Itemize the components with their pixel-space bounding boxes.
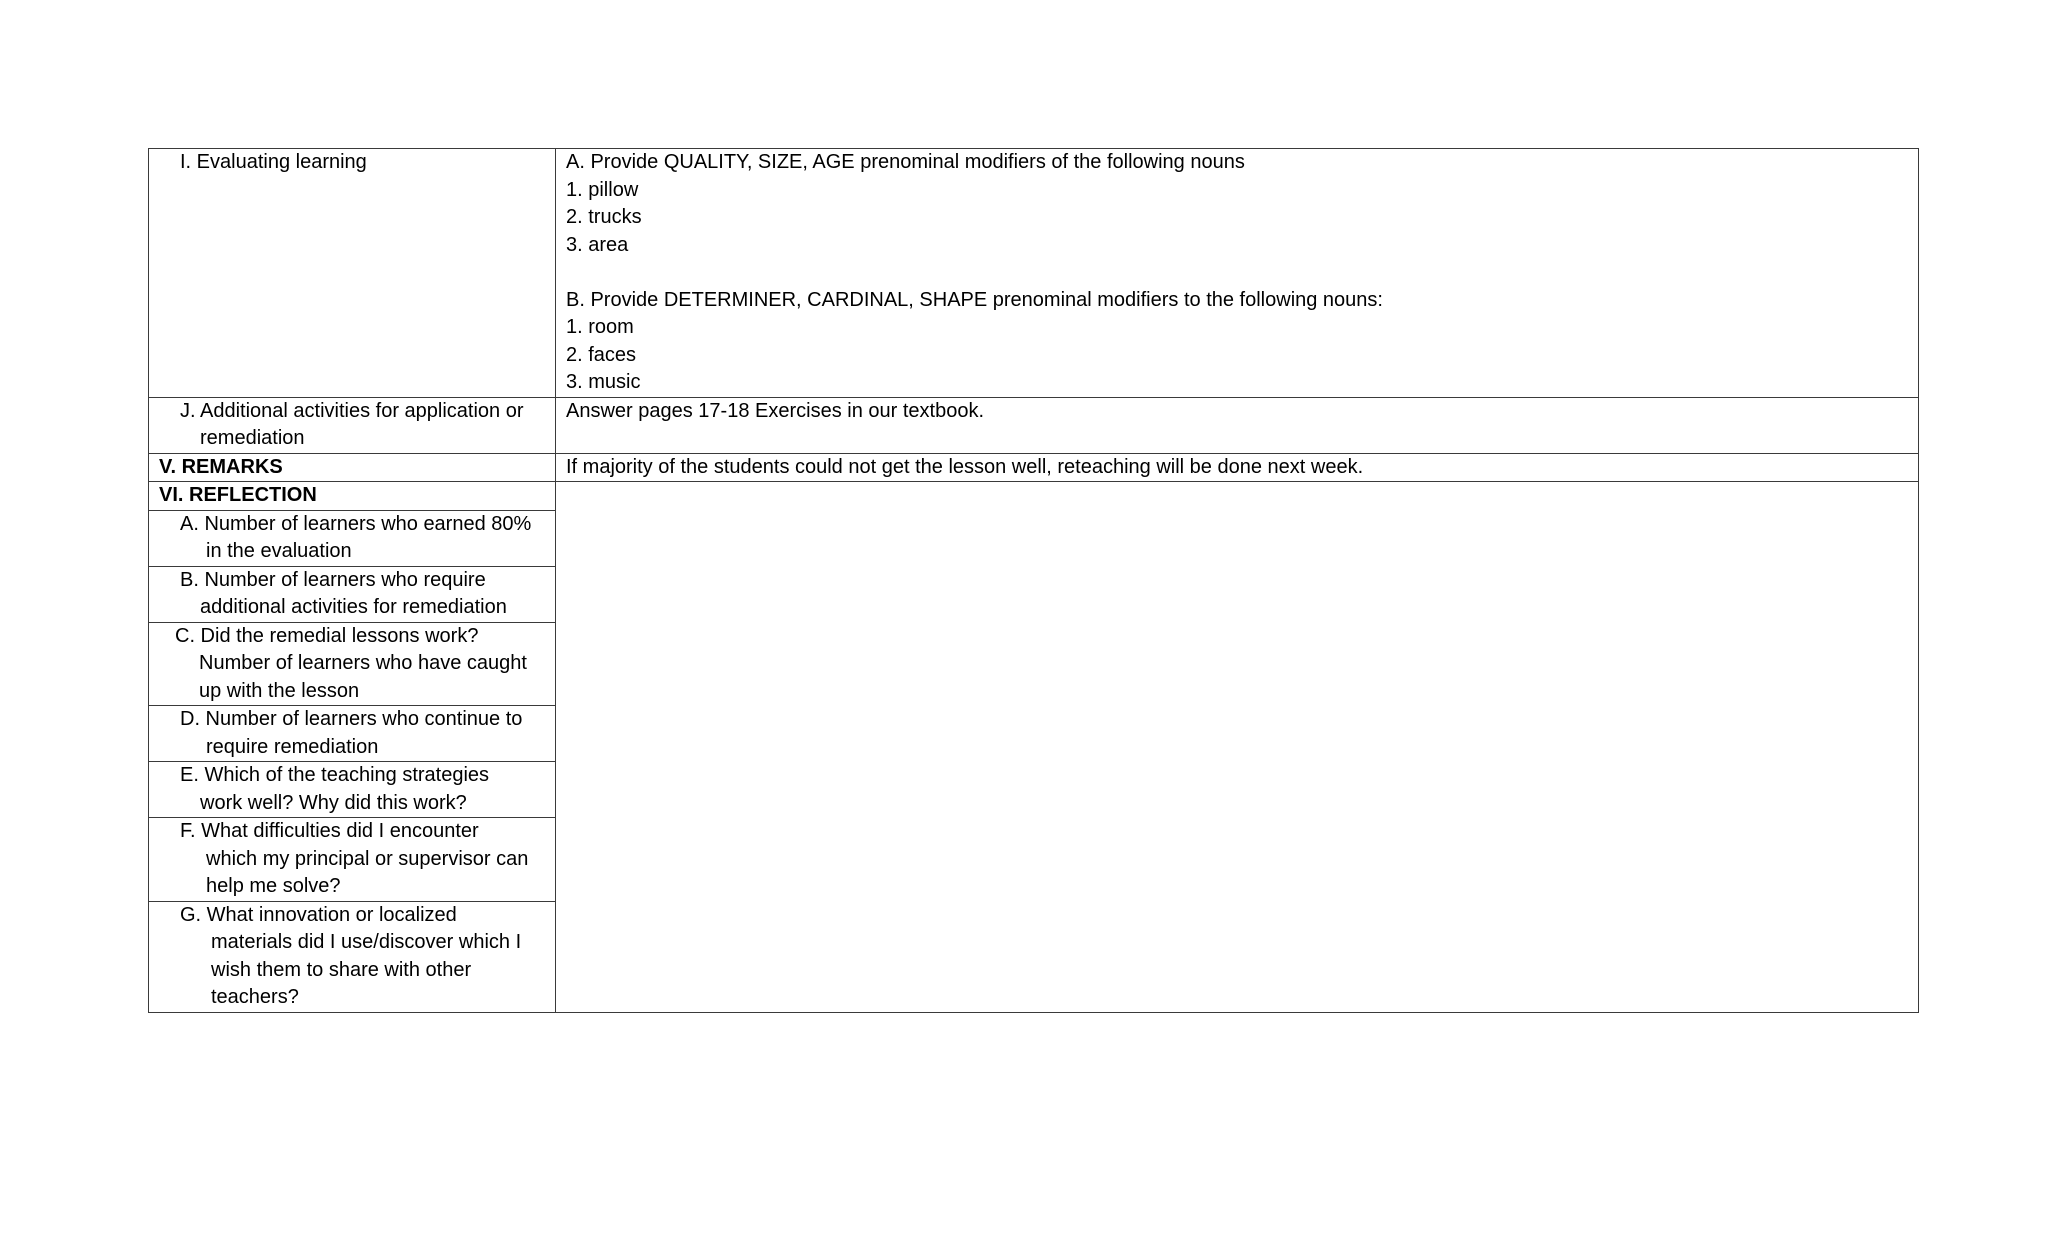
reflection-item-cell — [149, 566, 556, 622]
part-b-item: 3. music — [566, 371, 641, 393]
reflection-item-b — [159, 567, 545, 622]
reflection-item-cell — [149, 901, 556, 1012]
reflection-item-cell — [149, 510, 556, 566]
reflection-item-e-first: E. Which of the teaching strategies — [180, 764, 490, 786]
reflection-item-g-rest: materials did I use/discover which I — [211, 931, 522, 953]
additional-label-cell — [149, 397, 556, 453]
table-row-remarks — [149, 453, 1919, 482]
reflection-item-e-rest: work well? Why did this work? — [200, 791, 467, 814]
reflection-item-cell — [149, 762, 556, 818]
additional-label-line1: J. Additional activities for application or — [180, 399, 524, 422]
reflection-item-b-first: B. Number of learners who require — [180, 568, 486, 591]
additional-content: Answer pages 17-18 Exercises in our textbook. — [566, 399, 984, 422]
blank-line — [566, 259, 1908, 287]
part-a-item: 3. area — [566, 233, 629, 256]
remarks-heading: V. REMARKS — [159, 455, 283, 478]
reflection-item-g-first: G. What innovation or localized — [180, 903, 457, 926]
reflection-item-d-first: D. Number of learners who continue to — [180, 708, 523, 730]
additional-label — [159, 398, 545, 453]
reflection-item-f — [159, 818, 545, 901]
reflection-item-cell — [149, 818, 556, 902]
evaluating-label: I. Evaluating learning — [180, 151, 367, 173]
reflection-item-g-rest: teachers? — [211, 986, 299, 1008]
part-b-item: 2. faces — [566, 343, 637, 366]
reflection-item-c-first: C. Did the remedial lessons work? — [175, 624, 479, 647]
reflection-item-a-first: A. Number of learners who earned 80% — [180, 512, 532, 535]
additional-label-line2: remediation — [200, 427, 305, 449]
additional-content-cell — [556, 397, 1919, 453]
reflection-item-f-rest: which my principal or supervisor can — [206, 847, 529, 870]
reflection-item-cell — [149, 622, 556, 706]
table-row-additional — [149, 397, 1919, 453]
reflection-item-d — [159, 706, 545, 761]
part-a-item: 1. pillow — [566, 178, 639, 201]
table-row-reflection-heading — [149, 482, 1919, 511]
remarks-label-cell — [149, 453, 556, 482]
reflection-item-d-rest: require remediation — [206, 735, 379, 758]
part-a-item: 2. trucks — [566, 206, 642, 228]
evaluating-content-cell — [556, 149, 1919, 398]
table-row-evaluating — [149, 149, 1919, 398]
reflection-item-c — [159, 623, 545, 706]
reflection-item-a-rest: in the evaluation — [206, 540, 352, 562]
reflection-item-b-rest: additional activities for remediation — [200, 596, 507, 618]
reflection-item-c-rest: up with the lesson — [199, 679, 360, 702]
remarks-content-cell — [556, 453, 1919, 482]
reflection-item-f-rest: help me solve? — [206, 875, 341, 897]
reflection-item-c-rest: Number of learners who have caught — [199, 652, 527, 674]
reflection-label-cell — [149, 482, 556, 511]
reflection-item-e — [159, 762, 545, 817]
reflection-content-cell — [556, 482, 1919, 1013]
part-a-instruction: A. Provide QUALITY, SIZE, AGE prenominal modifiers of the following nouns — [566, 151, 1245, 173]
reflection-item-cell — [149, 706, 556, 762]
lesson-plan-table — [148, 148, 1919, 1013]
part-b-item: 1. room — [566, 316, 634, 338]
remarks-content: If majority of the students could not get the lesson well, reteaching will be done next week. — [566, 455, 1364, 478]
reflection-heading: VI. REFLECTION — [159, 484, 317, 506]
reflection-item-g-rest: wish them to share with other — [211, 958, 472, 981]
reflection-item-g — [159, 902, 545, 1012]
reflection-item-a — [159, 511, 545, 566]
reflection-item-f-first: F. What difficulties did I encounter — [180, 820, 479, 842]
evaluating-label-cell — [149, 149, 556, 398]
part-b-instruction: B. Provide DETERMINER, CARDINAL, SHAPE prenominal modifiers to the following nouns: — [566, 288, 1383, 311]
